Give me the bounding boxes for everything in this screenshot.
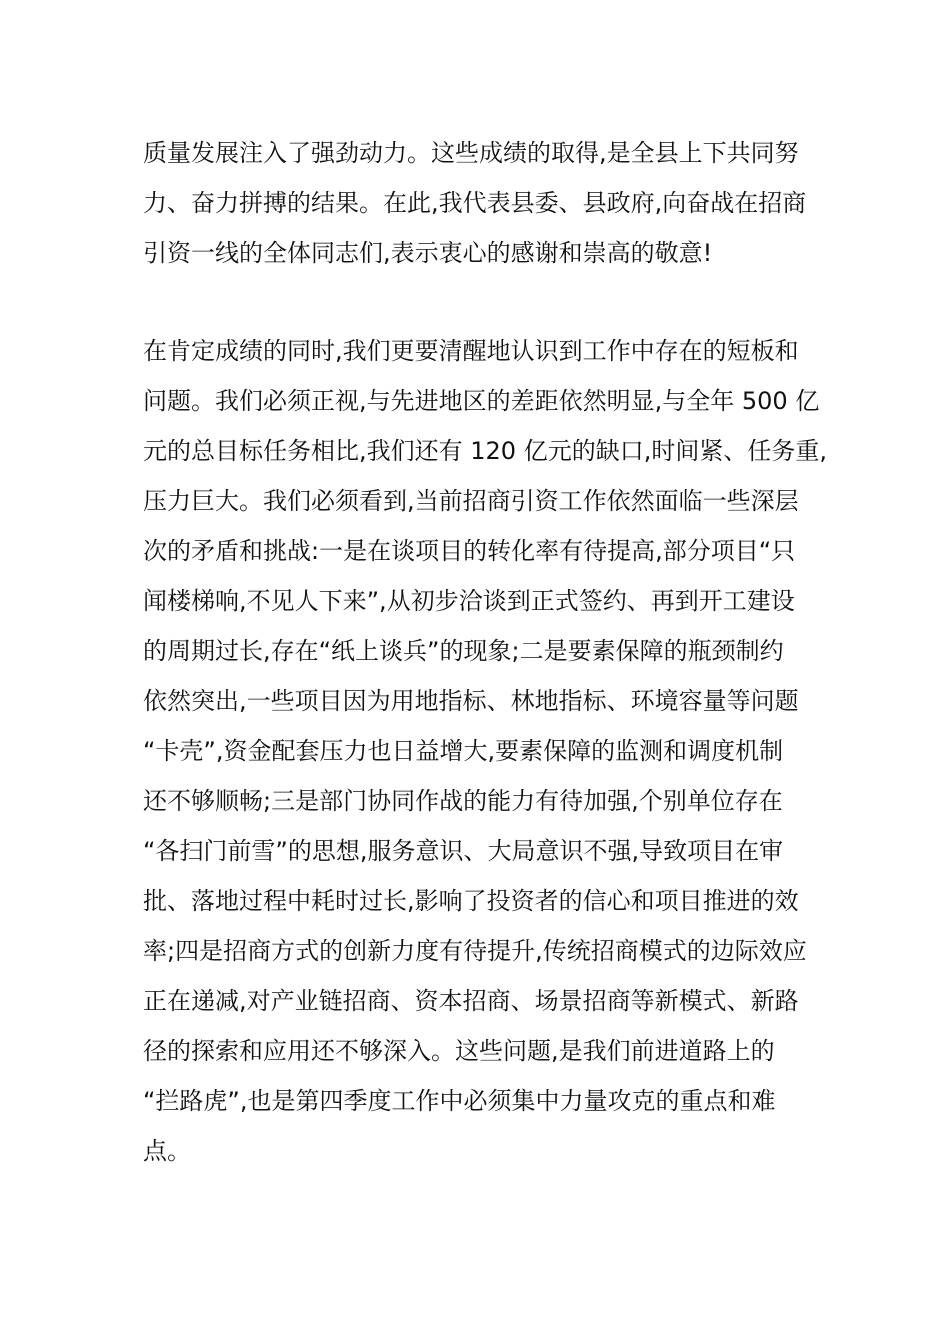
- paragraph-line: 正在递减,对产业链招商、资本招商、场景招商等新模式、新路: [143, 987, 799, 1015]
- paragraph-1: [143, 128, 813, 278]
- paragraph-line: 问题。我们必须正视,与先进地区的差距依然明显,与全年 500 亿: [143, 387, 820, 415]
- paragraph-line: 点。: [143, 1137, 191, 1165]
- paragraph-line: “拦路虎”,也是第四季度工作中必须集中力量攻克的重点和难: [143, 1087, 776, 1115]
- paragraph-line: 的周期过长,存在“纸上谈兵”的现象;二是要素保障的瓶颈制约: [143, 637, 784, 665]
- paragraph-line: 力、奋力拼搏的结果。在此,我代表县委、县政府,向奋战在招商: [143, 189, 807, 217]
- paragraph-line: “各扫门前雪”的思想,服务意识、大局意识不强,导致项目在审: [143, 837, 784, 865]
- paragraph-line: 引资一线的全体同志们,表示衷心的感谢和崇高的敬意!: [143, 239, 713, 267]
- paragraph-2: [143, 326, 827, 1176]
- paragraph-line: 还不够顺畅;三是部门协同作战的能力有待加强,个别单位存在: [143, 787, 783, 815]
- paragraph-line: 次的矛盾和挑战:一是在谈项目的转化率有待提高,部分项目“只: [143, 537, 796, 565]
- paragraph-line: 依然突出,一些项目因为用地指标、林地指标、环境容量等问题: [143, 687, 799, 715]
- paragraph-line: 闻楼梯响,不见人下来”,从初步洽谈到正式签约、再到开工建设: [143, 587, 795, 615]
- paragraph-line: 元的总目标任务相比,我们还有 120 亿元的缺口,时间紧、任务重,: [143, 437, 827, 465]
- paragraph-line: 质量发展注入了强劲动力。这些成绩的取得,是全县上下共同努: [143, 139, 799, 167]
- paragraph-line: 率;四是招商方式的创新力度有待提升,传统招商模式的边际效应: [143, 937, 807, 965]
- paragraph-line: 压力巨大。我们必须看到,当前招商引资工作依然面临一些深层: [143, 487, 799, 515]
- paragraph-line: 径的探索和应用还不够深入。这些问题,是我们前进道路上的: [143, 1037, 775, 1065]
- paragraph-line: 在肯定成绩的同时,我们更要清醒地认识到工作中存在的短板和: [143, 337, 799, 365]
- paragraph-line: “卡壳”,资金配套压力也日益增大,要素保障的监测和调度机制: [143, 737, 784, 765]
- paragraph-line: 批、落地过程中耗时过长,影响了投资者的信心和项目推进的效: [143, 887, 799, 915]
